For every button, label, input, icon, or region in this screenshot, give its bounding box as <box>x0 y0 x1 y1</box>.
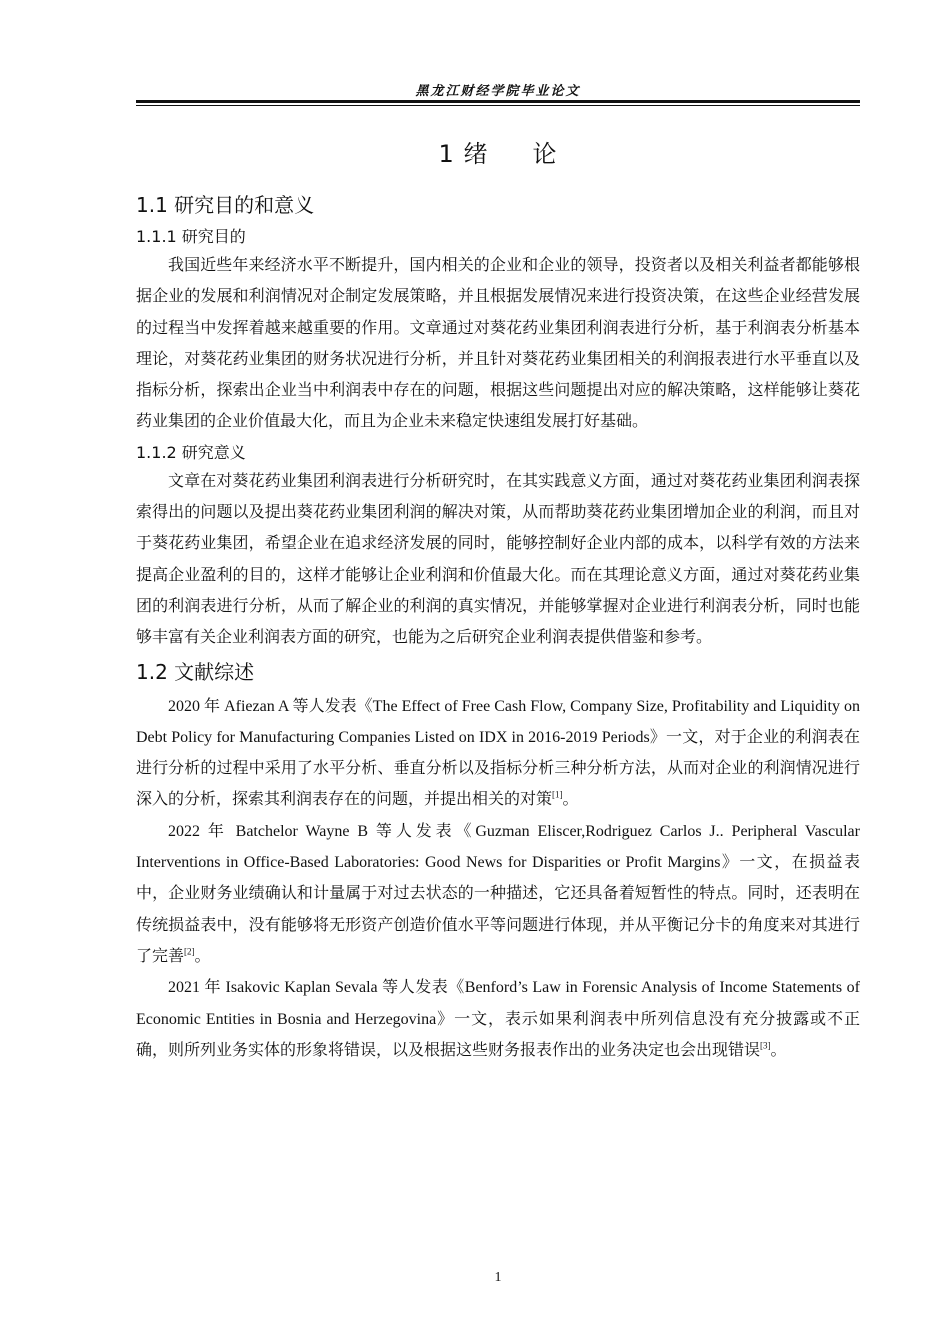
paragraph-literature-2 <box>136 816 860 972</box>
section-heading-1-2: 1.2 文献综述 <box>136 659 255 684</box>
paragraph-research-purpose: 我国近些年来经济水平不断提升，国内相关的企业和企业的领导，投资者以及相关利益者都能够根据企业的发展和利润情况对企制定发展策略，并且根据发展情况来进行投资决策，在这些企业经营发展的过程当中发挥着越来越重要的作用。文章通过对葵花药业集团利润表进行分析，基于利润表分析基本理论，对葵花药业集团的财务状况进行分析，并且针对葵花药业集团相关的利润报表进行水平垂直以及指标分析，探索出企业当中利润表中存在的问题，根据这些问题提出对应的解决策略，这样能够让葵花药业集团的企业价值最大化，而且为企业未来稳定快速组发展打好基础。 <box>136 257 860 431</box>
chapter-title-part2: 论 <box>532 140 558 168</box>
section-heading-1-1-1: 1.1.1 研究目的 <box>136 227 246 246</box>
header-rule-thick <box>136 100 860 103</box>
literature-2-text: 2022 年 Batchelor Wayne B 等人发表《Guzman Eliscer,Rodriguez Carlos J.. Peripheral Vascular Interventions in Office-Based Laboratories: Good News for Disparities or Profit Margins》一文，在损益表中，企业财务业绩确认和计量属于对过去状态的一种描述，它还具备着短暂性的特点。同时，还表明在传统损益表中，没有能够将无形资产创造价值水平等问题进行体现，并从平衡记分卡的角度来对其进行了完善 <box>136 822 860 965</box>
section-heading-1-1-2: 1.1.2 研究意义 <box>136 442 246 462</box>
section-heading-1-1: 1.1 研究目的和意义 <box>136 193 315 217</box>
paragraph-literature-3 <box>136 972 860 1066</box>
chapter-title <box>136 134 860 169</box>
literature-3-text: 2021 年 Isakovic Kaplan Sevala 等人发表《Benford’s Law in Forensic Analysis of Income Statements of Economic Entities in Bosnia and Herzegovina》一文，表示如果利润表中所列信息没有充分披露或不正确，则所列业务实体的形象将错误，以及根据这些财务报表作出的业务决定也会出现错误 <box>136 979 860 1059</box>
page-body <box>136 128 860 1066</box>
literature-3-end: 。 <box>770 1041 787 1059</box>
citation-ref-1: [1] <box>552 790 563 801</box>
citation-ref-2: [2] <box>184 946 195 957</box>
literature-2-end: 。 <box>194 947 211 965</box>
running-header: 黑龙江财经学院毕业论文 <box>415 84 581 99</box>
page-number: 1 <box>494 1270 502 1285</box>
paragraph-literature-1 <box>136 691 860 816</box>
paragraph-research-significance: 文章在对葵花药业集团利润表进行分析研究时，在其实践意义方面，通过对葵花药业集团利润表探索得出的问题以及提出葵花药业集团利润的解决对策，从而帮助葵花药业集团增加企业的利润，而且对于葵花药业集团，希望企业在追求经济发展的同时，能够控制好企业内部的成本，以科学有效的方法来提高企业盈利的目的，这样才能够让企业利润和价值最大化。而在其理论意义方面，通过对葵花药业集团的利润表进行分析，从而了解企业的利润的真实情况，并能够掌握对企业进行利润表分析，同时也能够丰富有关企业利润表方面的研究，也能为之后研究企业利润表提供借鉴和参考。 <box>136 472 860 647</box>
chapter-number: 1 <box>438 140 455 168</box>
citation-ref-3: [3] <box>760 1040 771 1051</box>
literature-1-end: 。 <box>562 791 579 809</box>
header-rule-thin <box>136 105 860 106</box>
chapter-title-part1: 绪 <box>463 140 489 168</box>
literature-1-text: 2020 年 Afiezan A 等人发表《The Effect of Free Cash Flow, Company Size, Profitability and Liquidity on Debt Policy for Manufacturing Companies Listed on IDX in 2016-2019 Periods》一文，对于企业的利润表在进行分析的过程中采用了水平分析、垂直分析以及指标分析三种分析方法，从而对企业的利润情况进行深入的分析，探索其利润表存在的问题，并提出相关的对策 <box>136 697 860 809</box>
